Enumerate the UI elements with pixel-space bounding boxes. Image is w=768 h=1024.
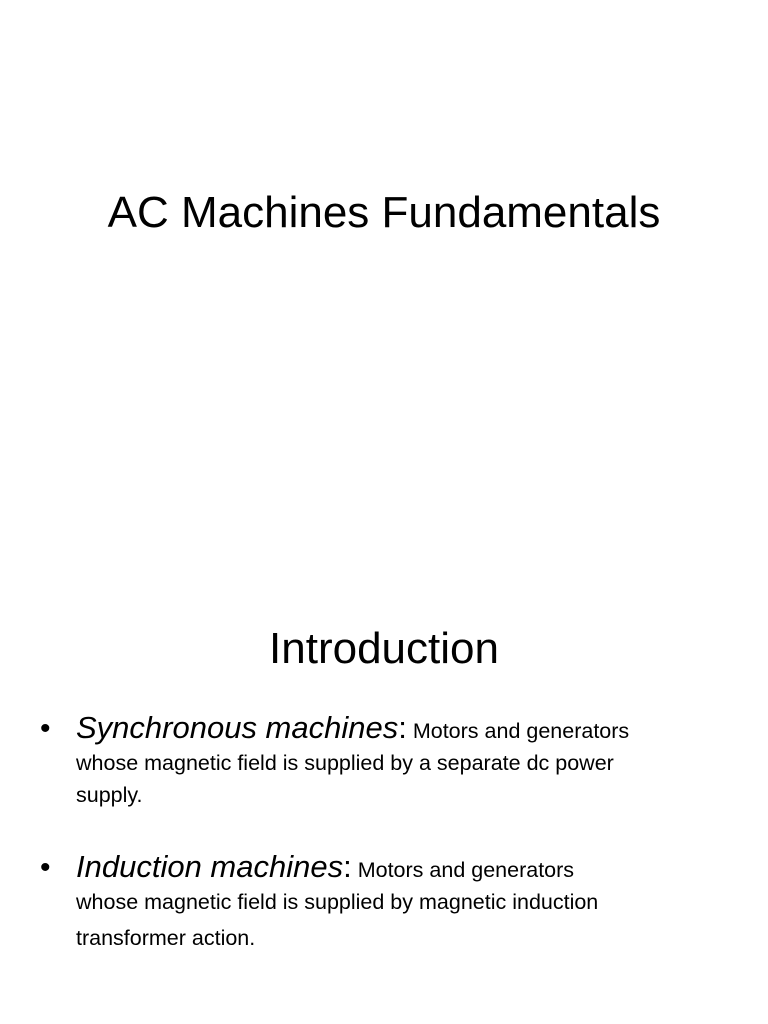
bullet-list xyxy=(40,712,740,958)
bullet-text-line: whose magnetic field is supplied by a separate dc power xyxy=(76,751,614,775)
bullet-icon: • xyxy=(40,851,51,884)
term-separator: : xyxy=(343,849,352,884)
bullet-icon: • xyxy=(40,712,51,745)
bullet-induction-machines xyxy=(40,851,740,958)
term-induction-machines: Induction machines xyxy=(76,849,344,884)
bullet-text-line: supply. xyxy=(76,783,143,807)
slide-heading: Introduction xyxy=(269,624,499,673)
bullet-synchronous-machines xyxy=(40,712,740,811)
bullet-text-line: transformer action. xyxy=(76,926,256,950)
page-title: AC Machines Fundamentals xyxy=(107,188,661,237)
bullet-text-line: Motors and generators xyxy=(357,858,575,882)
term-separator: : xyxy=(398,710,407,745)
term-synchronous-machines: Synchronous machines xyxy=(76,710,399,745)
slide-introduction xyxy=(0,512,768,1024)
bullet-text-line: Motors and generators xyxy=(412,719,630,743)
bullet-text-line: whose magnetic field is supplied by magnetic induction xyxy=(76,890,599,914)
